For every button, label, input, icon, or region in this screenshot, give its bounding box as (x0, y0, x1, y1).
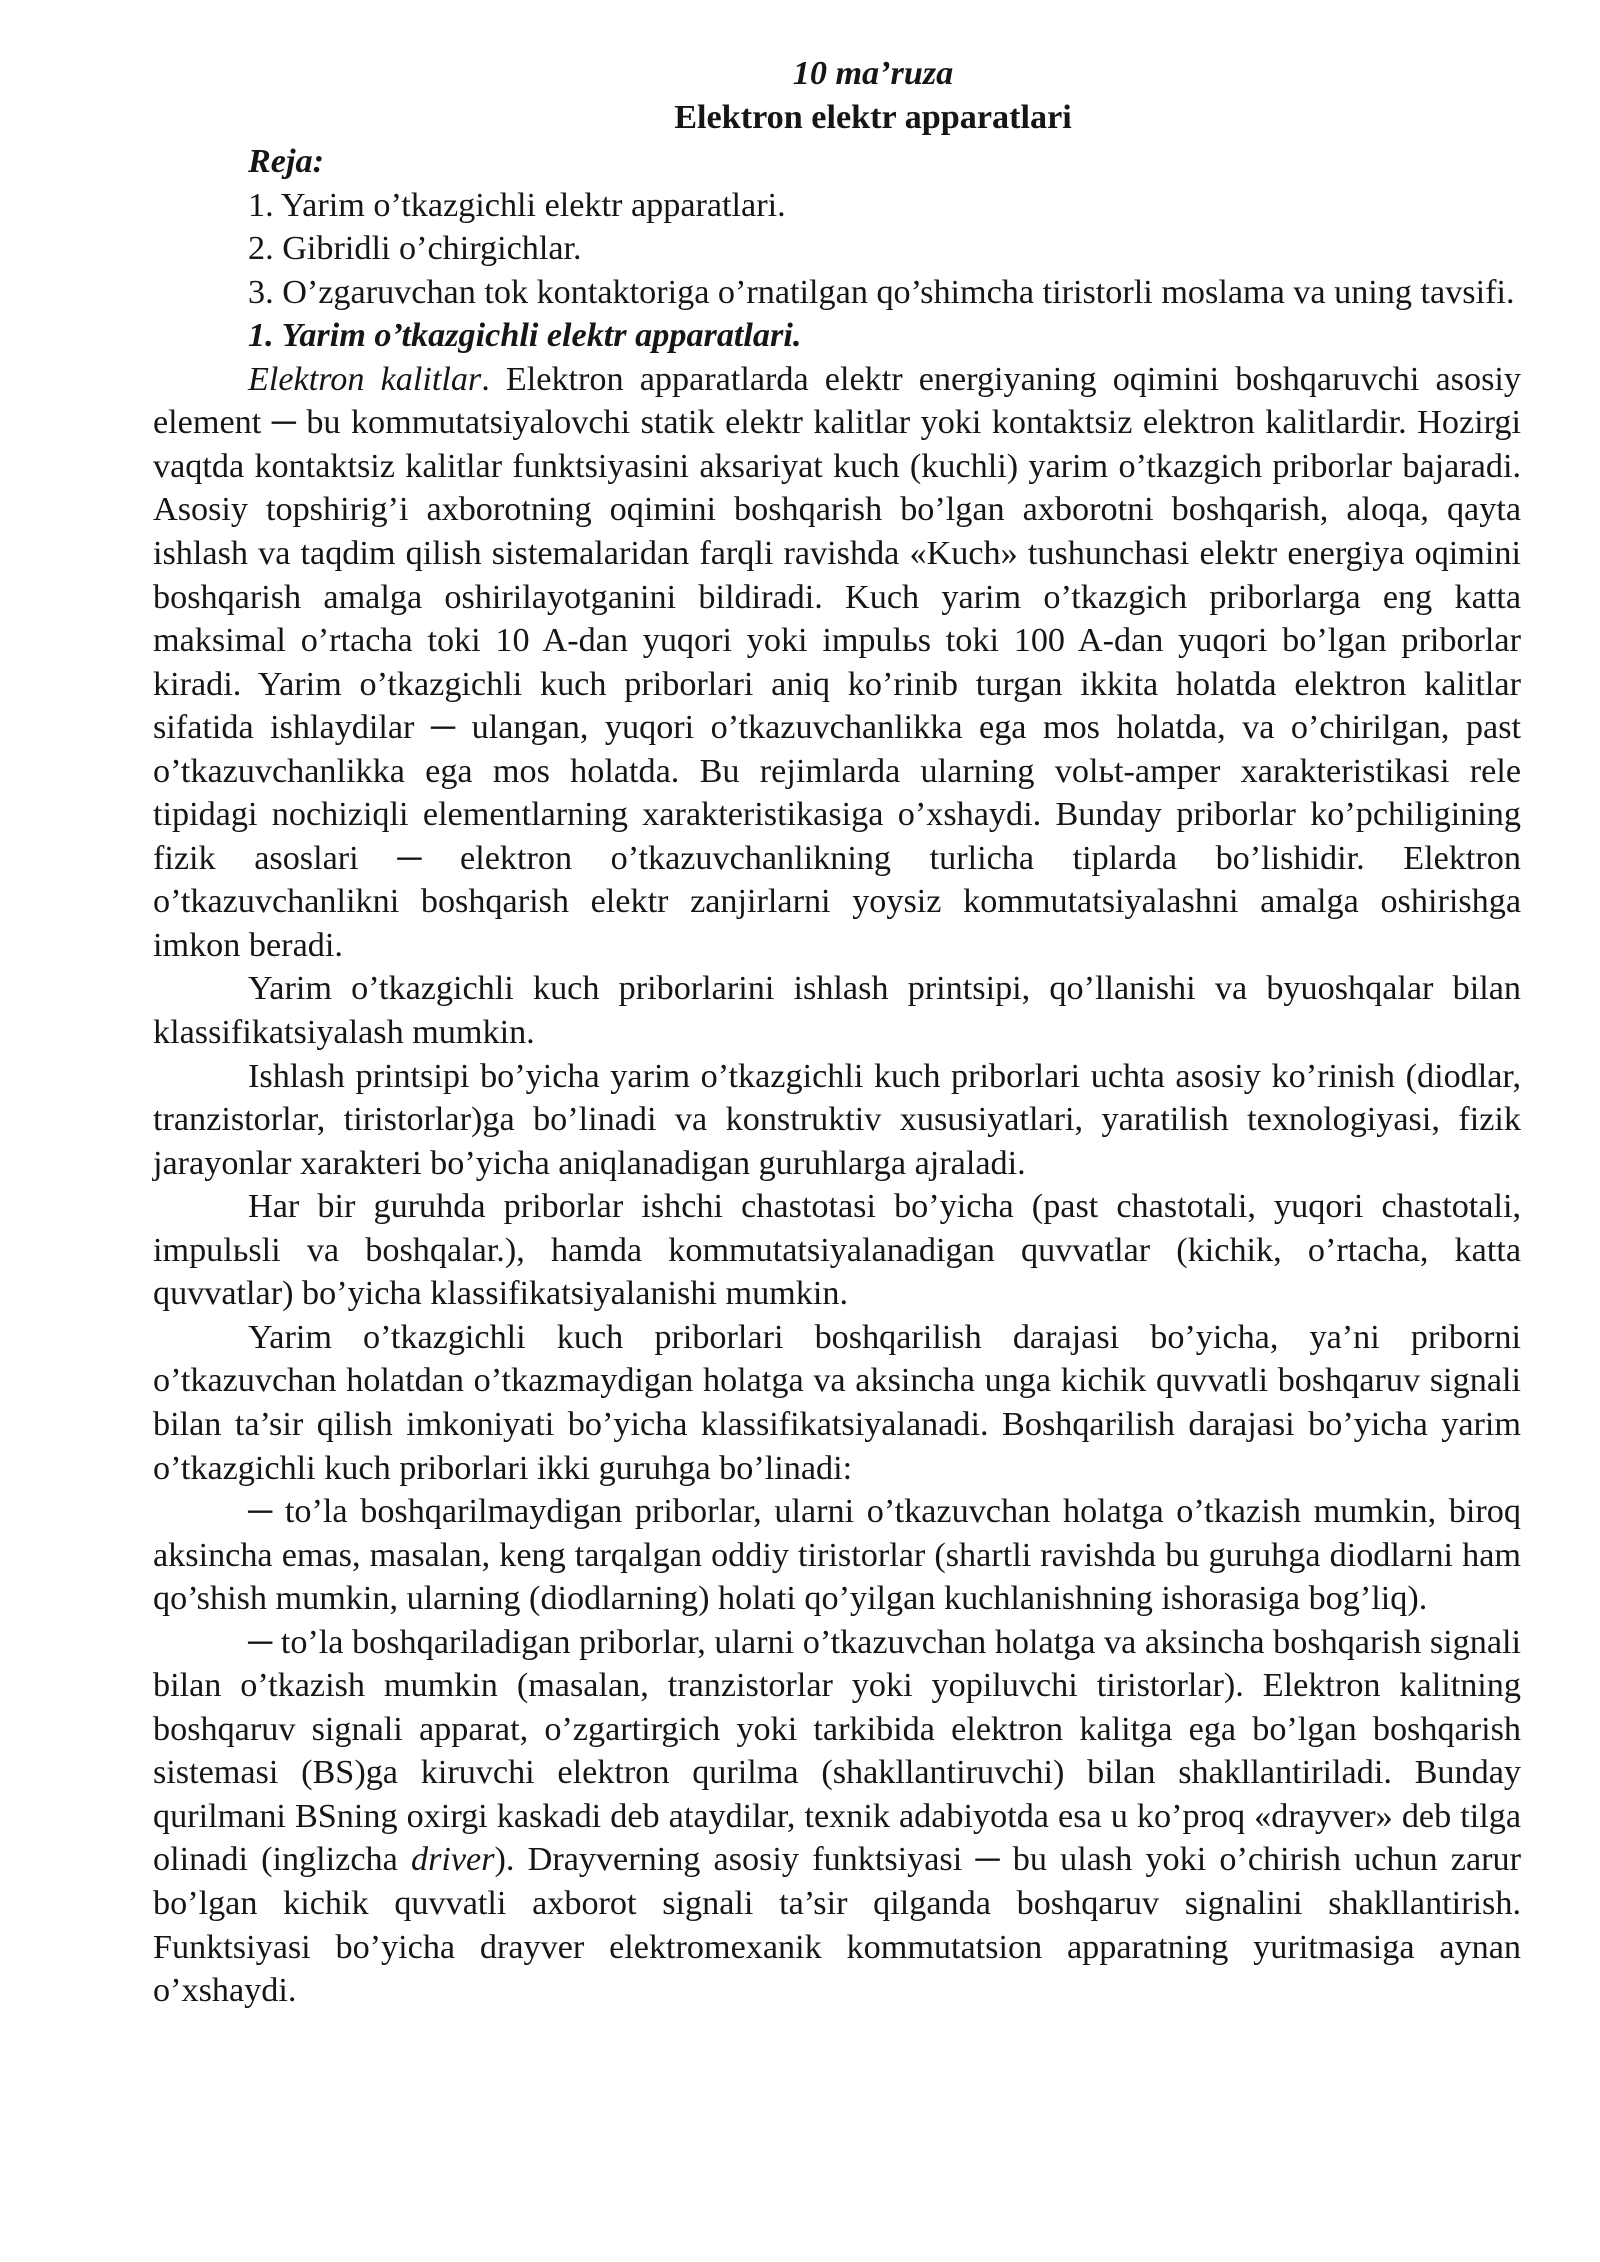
term-electronic-switches: Elektron kalitlar (248, 360, 482, 398)
plan-item-2: 2. Gibridli o’chirgichlar. (248, 230, 582, 268)
plan-heading: Reja: (248, 143, 324, 181)
lecture-number: 10 ma’ruza (792, 55, 954, 92)
dash-bullet: ─ (248, 1623, 273, 1661)
paragraph-frequency-groups: Har bir guruhda priborlar ishchi chastotasi bo’yicha (past chastotali, yuqori chastotali, impulьsli va boshqalar.), hamda kommutatsiyalanadigan quvvatlar (kichik, o’rtacha, katta quvvatlar) bo’yicha klassifikatsiyalanishi mumkin. (153, 1188, 1521, 1313)
term-driver: driver (410, 1841, 495, 1879)
document-page (153, 52, 1521, 2013)
page-title: Elektron elektr apparatlari (674, 98, 1072, 136)
list-item-uncontrolled (153, 1490, 1521, 1621)
list-item-text: to’la boshqarilmaydigan priborlar, ularni o’tkazuvchan holatga o’tkazish mumkin, biroq aksincha emas, masalan, keng tarqalgan oddiy tiristorlar (shartli ravishda bu guruhga diodlarni ham qo’shish mumkin, ularning (diodlarning) holati qo’yilgan kuchlanishning ishorasiga bog’liq). (153, 1493, 1521, 1618)
plan-item-3: 3. O’zgaruvchan tok kontaktoriga o’rnatilgan qo’shimcha tiristorli moslama va uning tavsifi. (248, 273, 1515, 311)
paragraph-text: . Elektron apparatlarda elektr energiyaning oqimini boshqaruvchi asosiy element ─ bu kommutatsiyalovchi statik elektr kalitlar yoki kontaktsiz elektron kalitlardir. Hozirgi vaqtda kontaktsiz kalitlar funktsiyasini aksariyat kuch (kuchli) yarim o’tkazgich priborlar bajaradi. Asosiy topshirig’i axborotning oqimini boshqarish bo’lgan axborotni boshqarish, aloqa, qayta ishlash va taqdim qilish sistemalaridan farqli ravishda «Kuch» tushunchasi elektr energiya oqimini boshqarish amalga oshirilayotganini bildiradi. Kuch yarim o’tkazgich priborlarga eng katta maksimal o’rtacha toki 10 A-dan yuqori yoki impulьs toki 100 A-dan yuqori bo’lgan priborlar kiradi. Yarim o’tkazgichli kuch priborlari aniq ko’rinib turgan ikkita holatda elektron kalitlar sifatida ishlaydilar ─ ulangan, yuqori o’tkazuvchanlikka ega mos holatda, va o’chirilgan, past o’tkazuvchanlikka ega mos holatda. Bu rejimlarda ularning volьt-amper xarakteristikasi rele tipidagi nochiziqli elementlarning xarakteristikasiga o’xshaydi. Bunday priborlar ko’pchiligining fizik asoslari ─ elektron o’tkazuvchanlikning turlicha tiplarda bo’lishidir. Elektron o’tkazuvchanlikni boshqarish elektr zanjirlarni yoysiz kommutatsiyalashni amalga oshirishga imkon beradi. (153, 360, 1521, 964)
paragraph-control-degree: Yarim o’tkazgichli kuch priborlari boshqarilish darajasi bo’yicha, ya’ni priborni o’tkazuvchan holatdan o’tkazmaydigan holatga va aksincha unga kichik quvvatli boshqaruv signali bilan ta’sir qilish imkoniyati bo’yicha klassifikatsiyalanadi. Boshqarilish darajasi bo’yicha yarim o’tkazgichli kuch priborlari ikki guruhga bo’linadi: (153, 1318, 1521, 1487)
paragraph-electronic-switches (153, 358, 1521, 968)
list-item-controlled (153, 1621, 1521, 2013)
paragraph-classification: Yarim o’tkazgichli kuch priborlarini ishlash printsipi, qo’llanishi va byuoshqalar bilan klassifikatsiyalash mumkin. (153, 970, 1521, 1052)
list-item-text-continued: ). Drayverning asosiy funktsiyasi ─ bu ulash yoki o’chirish uchun zarur bo’lgan kichik quvvatli axborot signali ta’sir qilganda boshqaruv signalini shakllantirish. Funktsiyasi bo’yicha drayver elektromexanik kommutatsion apparatning yuritmasiga aynan o’xshaydi. (153, 1841, 1521, 2010)
dash-bullet: ─ (248, 1493, 273, 1531)
plan-item-1: 1. Yarim o’tkazgichli elektr apparatlari. (248, 186, 786, 224)
list-item-text: to’la boshqariladigan priborlar, ularni o’tkazuvchan holatga va aksincha boshqarish signali bilan o’tkazish mumkin (masalan, tranzistorlar yoki yopiluvchi tiristorlar). Elektron kalitning boshqaruv signali apparat, o’zgartirgich yoki tarkibida elektron kalitga ega bo’lgan boshqarish sistemasi (BS)ga kiruvchi elektron qurilma (shakllantiruvchi) bilan shakllantiriladi. Bunday qurilmani BSning oxirgi kaskadi deb ataydilar, texnik adabiyotda esa u ko’proq «drayver» deb tilga olinadi (inglizcha (153, 1623, 1521, 1879)
section-heading: 1. Yarim o’tkazgichli elektr apparatlari. (248, 317, 802, 355)
paragraph-operating-principle: Ishlash printsipi bo’yicha yarim o’tkazgichli kuch priborlari uchta asosiy ko’rinish (diodlar, tranzistorlar, tiristorlar)ga bo’linadi va konstruktiv xususiyatlari, yaratilish texnologiyasi, fizik jarayonlar xarakteri bo’yicha aniqlanadigan guruhlarga ajraladi. (153, 1057, 1521, 1182)
